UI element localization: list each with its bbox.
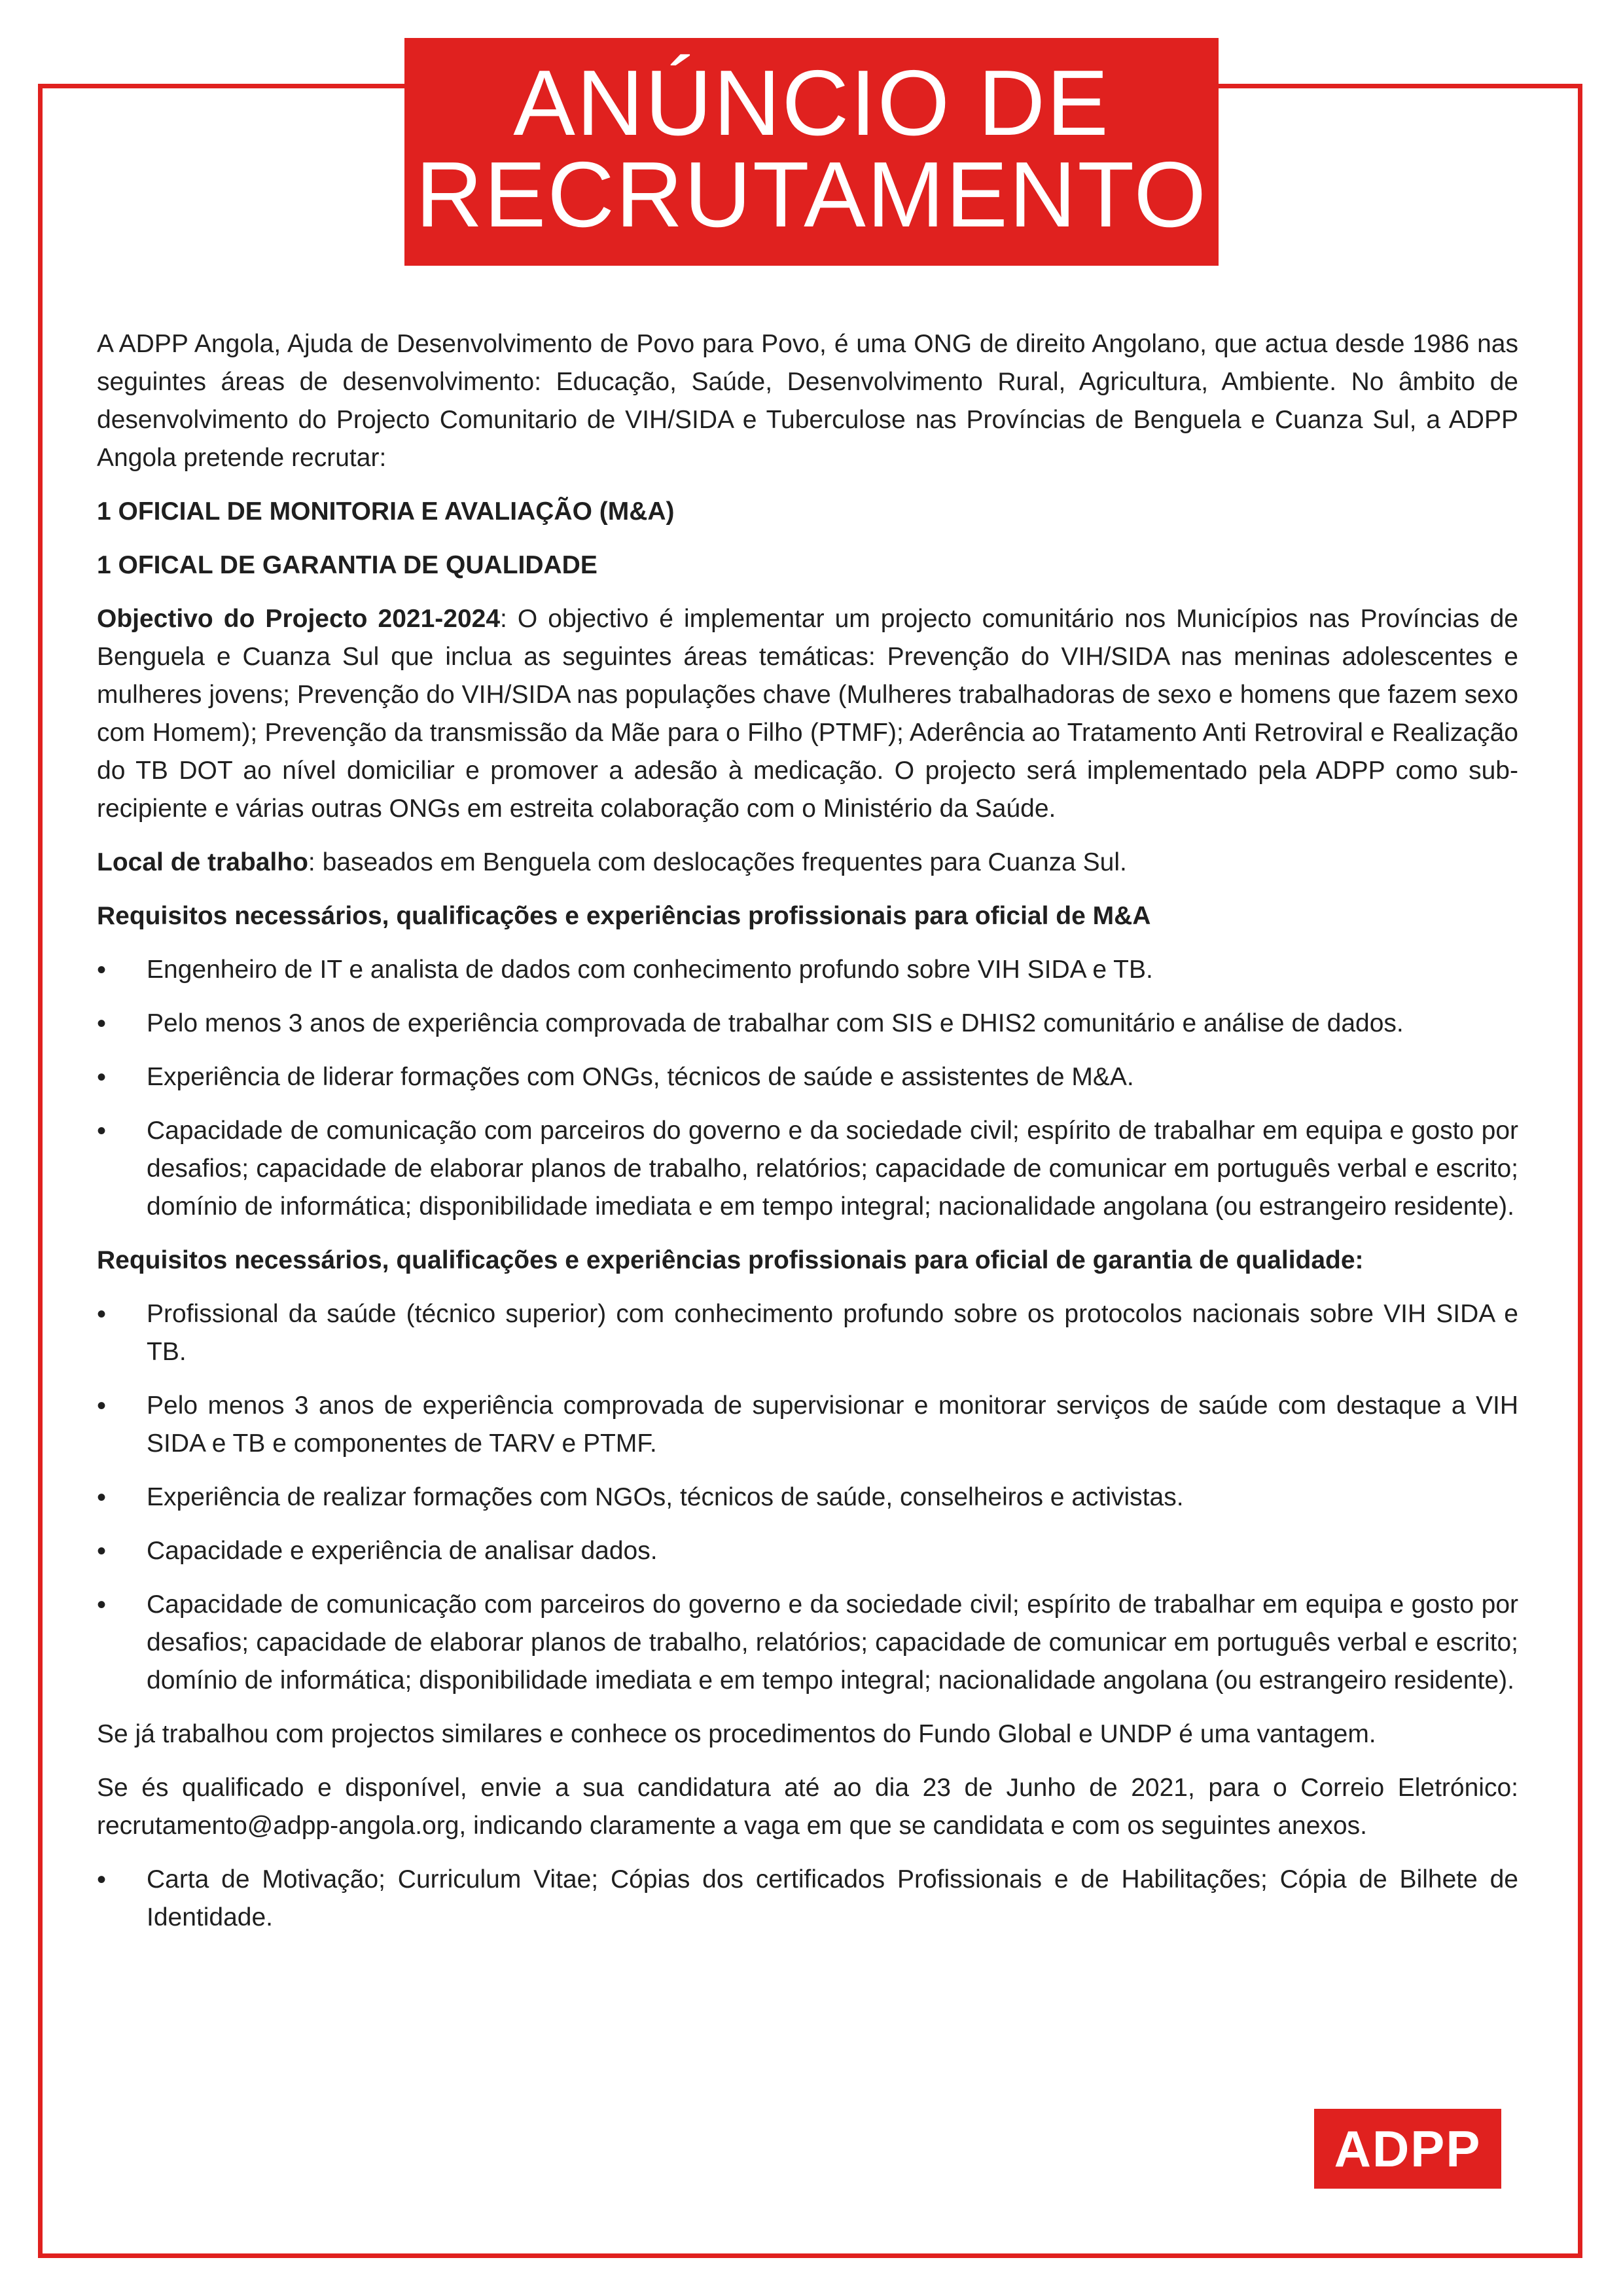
requirements-qa-heading: Requisitos necessários, qualificações e experiências profissionais para oficial de garantia de qualidade: — [97, 1246, 1364, 1274]
title-line-1: ANÚNCIO DE — [513, 51, 1110, 155]
requirements-ma-list — [97, 951, 1518, 1226]
objective-label: Objectivo do Projecto 2021-2024 — [97, 605, 501, 633]
objective-paragraph — [97, 600, 1518, 828]
announcement-body — [97, 325, 1518, 1952]
list-item: • Carta de Motivação; Curriculum Vitae; Cópias dos certificados Profissionais e de Habilitações; Cópia de Bilhete de Identidade. — [97, 1861, 1518, 1937]
adpp-logo: ADPP — [1314, 2109, 1501, 2189]
apply-paragraph: Se és qualificado e disponível, envie a sua candidatura até ao dia 23 de Junho de 2021, para o Correio Eletrónico: recrutamento@adpp-angola.org, indicando claramente a vaga em que se candidata e com os seguintes anexos. — [97, 1774, 1518, 1840]
list-item: • Experiência de realizar formações com NGOs, técnicos de saúde, conselheiros e activistas. — [97, 1479, 1518, 1516]
requirements-qa-list — [97, 1295, 1518, 1700]
list-item: • Profissional da saúde (técnico superior) com conhecimento profundo sobre os protocolos nacionais sobre VIH SIDA e TB. — [97, 1295, 1518, 1371]
title-line-2: RECRUTAMENTO — [416, 143, 1207, 247]
objective-text: : O objectivo é implementar um projecto comunitário nos Municípios nas Províncias de Benguela e Cuanza Sul que inclua as seguintes áreas temáticas: Prevenção do VIH/SIDA nas meninas adolescentes e mulheres jovens; Prevenção do VIH/SIDA nas populações chave (Mulheres trabalhadoras de sexo e homens que fazem sexo com Homem); Prevenção da transmissão da Mãe para o Filho (PTMF); Aderência ao Tratamento Anti Retroviral e Realização do TB DOT ao nível domiciliar e promover a adesão à medicação. O projecto será implementado pela ADPP como sub-recipiente e várias outras ONGs em estreita colaboração com o Ministério da Saúde. — [97, 605, 1519, 823]
position-qa: 1 OFICAL DE GARANTIA DE QUALIDADE — [97, 551, 597, 579]
list-item: • Capacidade de comunicação com parceiros do governo e da sociedade civil; espírito de trabalhar em equipa e gosto por desafios; capacidade de elaborar planos de trabalho, relatórios; capacidade de comunicar em português verbal e escrito; domínio de informática; disponibilidade imediata e em tempo integral; nacionalidade angolana (ou estrangeiro residente). — [97, 1112, 1518, 1226]
list-item: • Capacidade de comunicação com parceiros do governo e da sociedade civil; espírito de trabalhar em equipa e gosto por desafios; capacidade de elaborar planos de trabalho, relatórios; capacidade de comunicar em português verbal e escrito; domínio de informática; disponibilidade imediata e em tempo integral; nacionalidade angolana (ou estrangeiro residente). — [97, 1586, 1518, 1700]
requirements-ma-heading: Requisitos necessários, qualificações e experiências profissionais para oficial de M&A — [97, 902, 1151, 930]
intro-paragraph: A ADPP Angola, Ajuda de Desenvolvimento de Povo para Povo, é uma ONG de direito Angolano, que actua desde 1986 nas seguintes áreas de desenvolvimento: Educação, Saúde, Desenvolvimento Rural, Agricultura, Ambiente. No âmbito de desenvolvimento do Projecto Comunitario de VIH/SIDA e Tuberculose nas Províncias de Benguela e Cuanza Sul, a ADPP Angola pretende recrutar: — [97, 330, 1518, 472]
list-item: • Engenheiro de IT e analista de dados com conhecimento profundo sobre VIH SIDA e TB. — [97, 951, 1518, 989]
list-item: • Capacidade e experiência de analisar dados. — [97, 1532, 1518, 1570]
workplace-label: Local de trabalho — [97, 848, 308, 876]
annexes-list — [97, 1861, 1518, 1937]
advantage-paragraph: Se já trabalhou com projectos similares e conhece os procedimentos do Fundo Global e UNDP é uma vantagem. — [97, 1720, 1376, 1748]
announcement-title-banner — [404, 38, 1219, 266]
list-item: • Pelo menos 3 anos de experiência comprovada de supervisionar e monitorar serviços de saúde com destaque a VIH SIDA e TB e componentes de TARV e PTMF. — [97, 1387, 1518, 1463]
list-item: • Experiência de liderar formações com ONGs, técnicos de saúde e assistentes de M&A. — [97, 1058, 1518, 1096]
list-item: • Pelo menos 3 anos de experiência comprovada de trabalhar com SIS e DHIS2 comunitário e análise de dados. — [97, 1005, 1518, 1043]
position-ma: 1 OFICIAL DE MONITORIA E AVALIAÇÃO (M&A) — [97, 497, 675, 526]
workplace-text: : baseados em Benguela com deslocações frequentes para Cuanza Sul. — [308, 848, 1127, 876]
workplace-paragraph — [97, 844, 1518, 882]
